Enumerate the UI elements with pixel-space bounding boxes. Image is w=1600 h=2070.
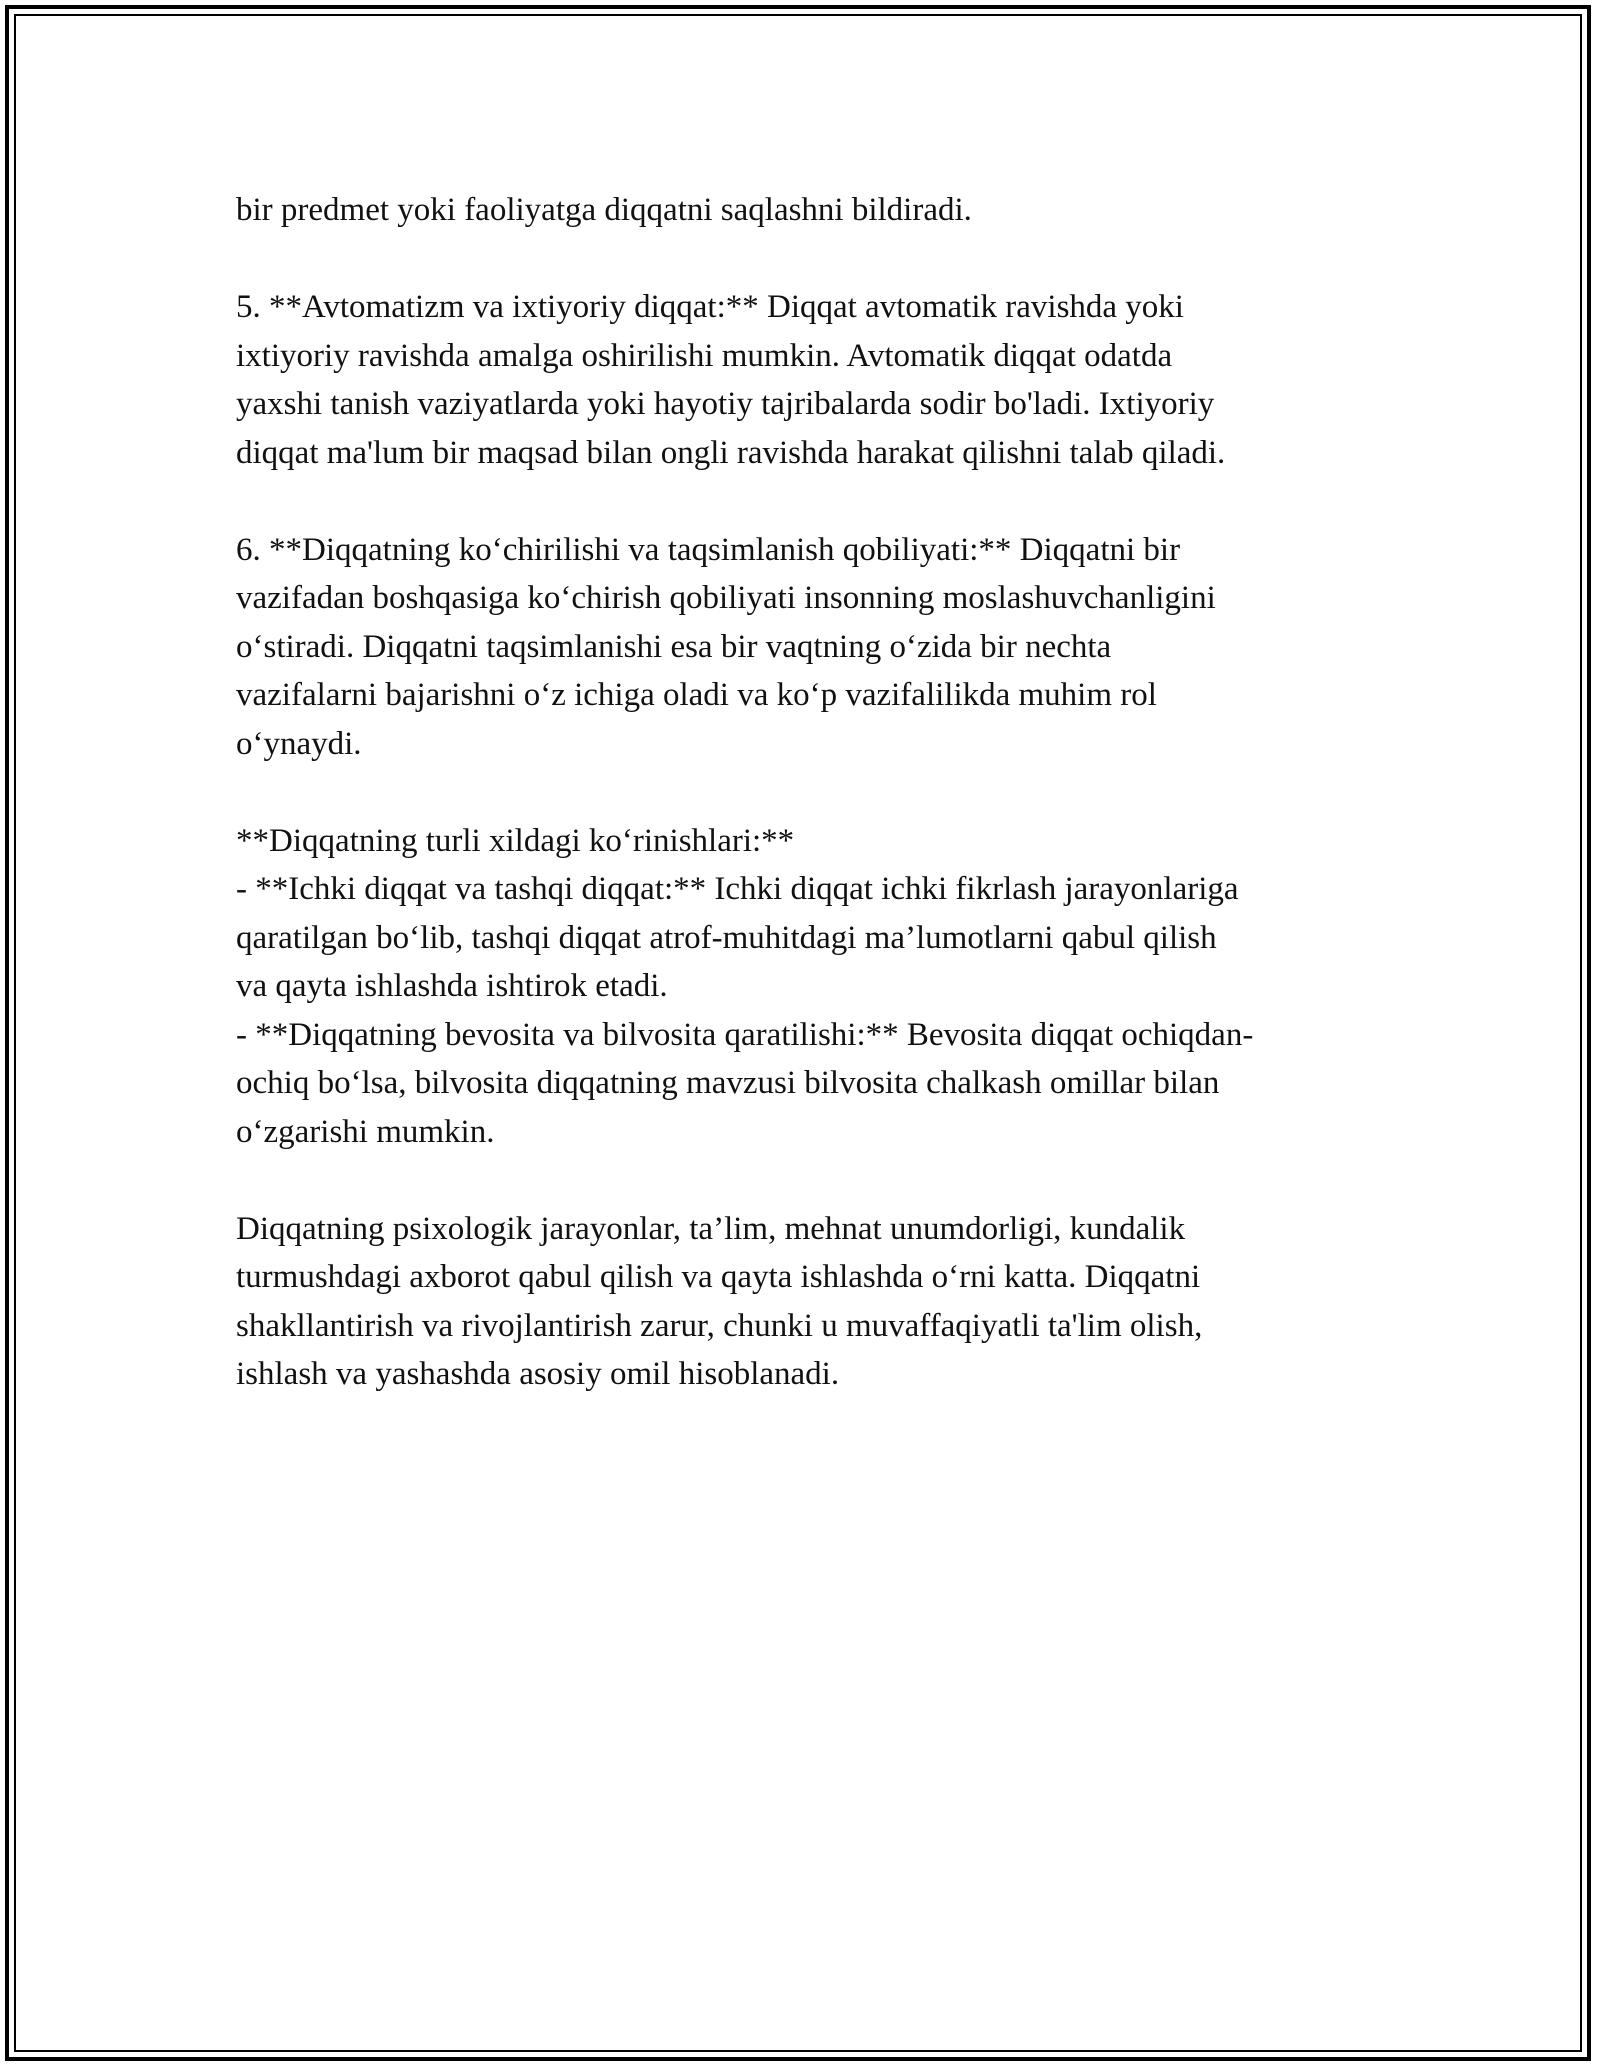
text-line: o‘ynaydi. [236, 725, 362, 762]
text-line: vazifadan boshqasiga ko‘chirish qobiliyati insonning moslashuvchanligini [236, 580, 1216, 616]
paragraph-gap [236, 768, 1376, 817]
paragraph-gap [236, 1156, 1376, 1205]
text-line: shakllantirish va rivojlantirish zarur, chunki u muvaffaqiyatli ta'lim olish, [236, 1307, 1203, 1344]
paragraph-gap [236, 477, 1376, 526]
paragraph-gap [236, 235, 1376, 284]
list-item-line: o‘zgarishi mumkin. [236, 1113, 495, 1150]
list-item-line: va qayta ishlashda ishtirok etadi. [236, 968, 668, 1004]
section-heading: **Diqqatning turli xildagi ko‘rinishlari:** [236, 822, 795, 859]
text-line: 5. **Avtomatizm va ixtiyoriy diqqat:** Diqqat avtomatik ravishda yoki [236, 289, 1184, 325]
text-line: Diqqatning psixologik jarayonlar, ta’lim, mehnat unumdorligi, kundalik [236, 1210, 1186, 1247]
list-item-line: - **Diqqatning bevosita va bilvosita qaratilishi:** Bevosita diqqat ochiqdan- [236, 1016, 1254, 1053]
text-line: ixtiyoriy ravishda amalga oshirilishi mumkin. Avtomatik diqqat odatda [236, 337, 1173, 374]
text-line: ishlash va yashashda asosiy omil hisoblanadi. [236, 1356, 840, 1392]
text-line: 6. **Diqqatning ko‘chirilishi va taqsimlanish qobiliyati:** Diqqatni bir [236, 531, 1181, 568]
text-line: turmushdagi axborot qabul qilish va qayta ishlashda o‘rni katta. Diqqatni [236, 1259, 1201, 1295]
list-item-line: qaratilgan bo‘lib, tashqi diqqat atrof-muhitdagi ma’lumotlarni qabul qilish [236, 919, 1217, 956]
document-body [236, 186, 1376, 1399]
text-line: diqqat ma'lum bir maqsad bilan ongli ravishda harakat qilishni talab qiladi. [236, 434, 1226, 471]
text-line: bir predmet yoki faoliyatga diqqatni saqlashni bildiradi. [236, 192, 972, 228]
text-line: vazifalarni bajarishni o‘z ichiga oladi va ko‘p vazifalilikda muhim rol [236, 677, 1157, 713]
list-item-line: ochiq bo‘lsa, bilvosita diqqatning mavzusi bilvosita chalkash omillar bilan [236, 1065, 1220, 1101]
list-item-line: - **Ichki diqqat va tashqi diqqat:** Ichki diqqat ichki fikrlash jarayonlariga [236, 871, 1239, 907]
text-line: o‘stiradi. Diqqatni taqsimlanishi esa bir vaqtning o‘zida bir nechta [236, 628, 1112, 665]
text-line: yaxshi tanish vaziyatlarda yoki hayotiy tajribalarda sodir bo'ladi. Ixtiyoriy [236, 386, 1215, 422]
